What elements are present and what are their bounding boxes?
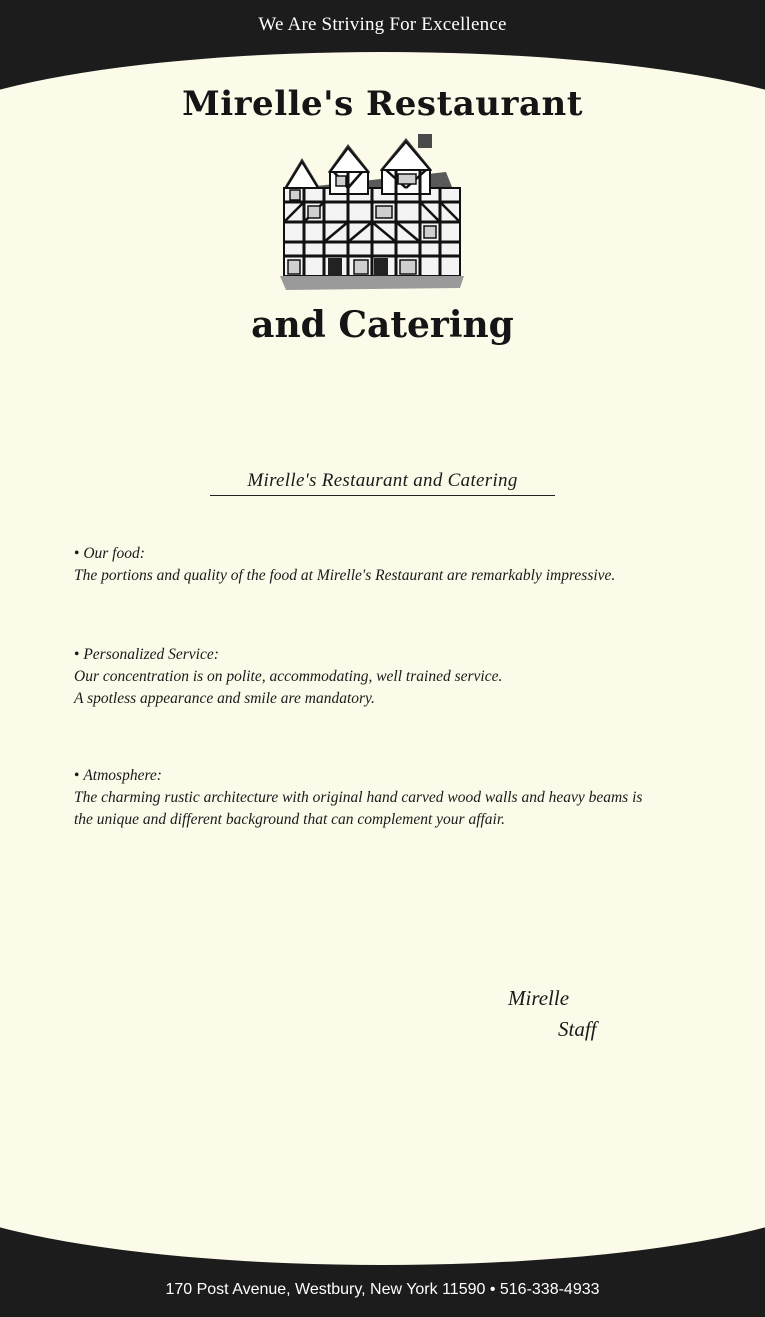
tudor-building-icon (276, 130, 468, 292)
section-label: • Atmosphere: (74, 765, 714, 787)
section-label: • Our food: (74, 543, 714, 565)
signature-title: Staff (558, 1017, 597, 1041)
brand-name: Mirelle's Restaurant (182, 84, 583, 124)
section-text-line: The charming rustic architecture with original hand carved wood walls and heavy beams is (74, 789, 643, 806)
section-atmosphere (74, 765, 714, 831)
document-heading-text: Mirelle's Restaurant and Catering (247, 470, 518, 491)
document-heading (210, 470, 555, 496)
footer-address: 170 Post Avenue, Westbury, New York 11590 • 516-338-4933 (165, 1281, 600, 1298)
section-text-line: The portions and quality of the food at Mirelle's Restaurant are remarkably impressive. (74, 567, 616, 584)
tagline: We Are Striving For Excellence (258, 14, 507, 35)
signature-name: Mirelle (508, 986, 570, 1010)
section-our-food (74, 543, 714, 587)
section-personalized-service (74, 644, 714, 710)
section-text-line: Our concentration is on polite, accommodating, well trained service. (74, 668, 503, 685)
section-text-line: A spotless appearance and smile are mandatory. (74, 690, 375, 707)
brand-subtitle: and Catering (251, 304, 514, 346)
section-label: • Personalized Service: (74, 644, 714, 666)
section-text-line: the unique and different background that can complement your affair. (74, 811, 506, 828)
footer-band (0, 1205, 765, 1317)
